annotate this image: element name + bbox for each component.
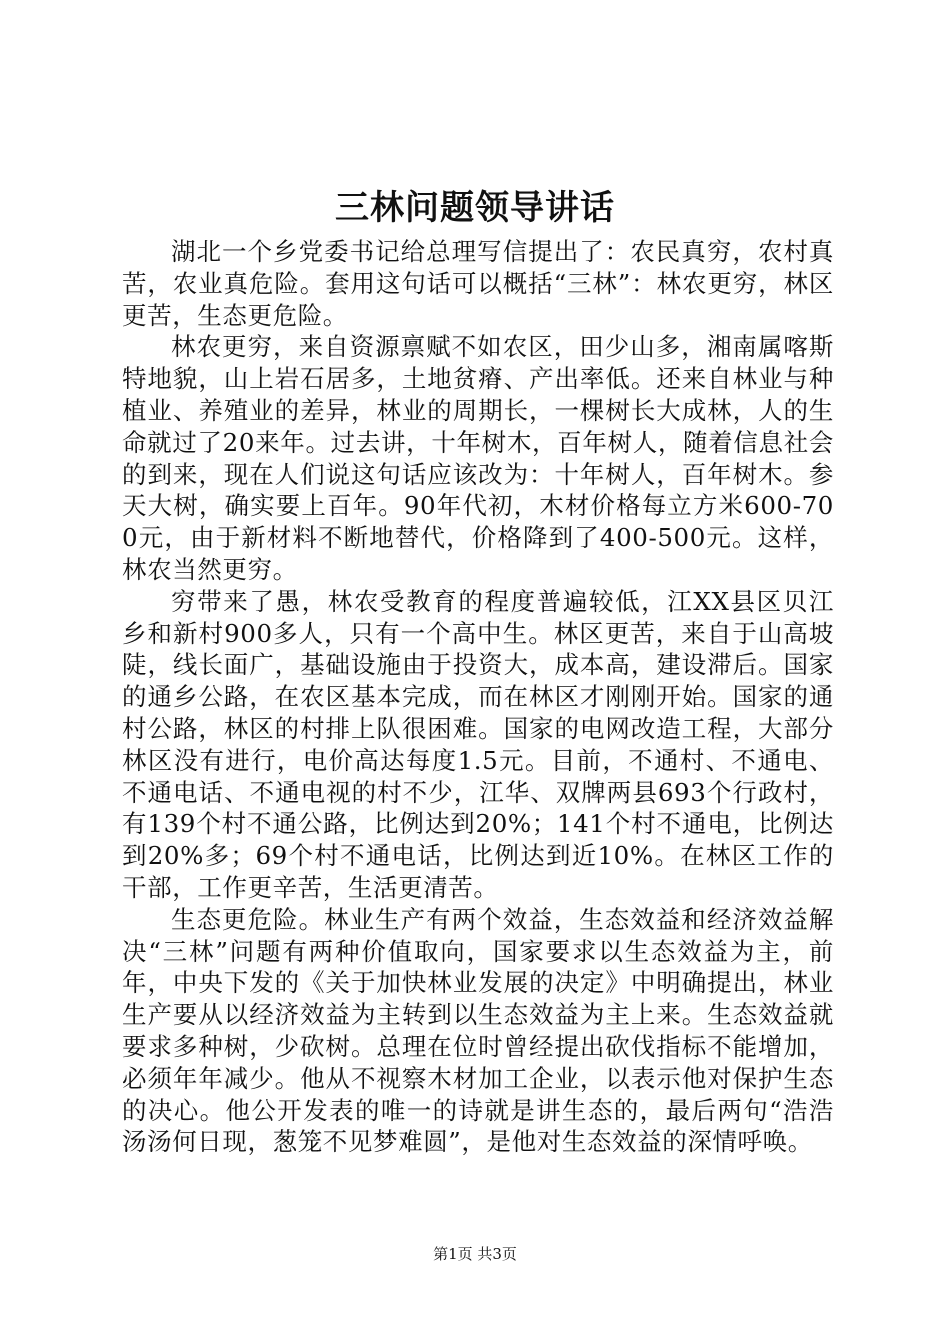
document-body xyxy=(122,236,834,1158)
paragraph-4: 生态更危险。林业生产有两个效益，生态效益和经济效益解决“三林”问题有两种价值取向，国家要求以生态效益为主，前年，中央下发的《关于加快林业发展的决定》中明确提出，林业生产要从以经济效益为主转到以生态效益为主上来。生态效益就要求多种树，少砍树。总理在位时曾经提出砍伐指标不能增加，必须年年减少。他从不视察木材加工企业，以表示他对保护生态的决心。他公开发表的唯一的诗就是讲生态的，最后两句“浩浩汤汤何日现，葱笼不见梦难圆”，是他对生态效益的深情呼唤。 xyxy=(122,904,834,1157)
paragraph-3: 穷带来了愚，林农受教育的程度普遍较低，江XX县区贝江乡和新村900多人，只有一个高中生。林区更苦，来自于山高坡陡，线长面广，基础设施由于投资大，成本高，建设滞后。国家的通乡公路，在农区基本完成，而在林区才刚刚开始。国家的通村公路，林区的村排上队很困难。国家的电网改造工程，大部分林区没有进行，电价高达每度1.5元。目前，不通村、不通电、不通电话、不通电视的村不少，江华、双牌两县693个行政村，有139个村不通公路，比例达到20%；141个村不通电，比例达到20%多；69个村不通电话，比例达到近10%。在林区工作的干部，工作更辛苦，生活更清苦。 xyxy=(122,586,834,902)
page-number-footer: 第1页 共3页 xyxy=(433,1245,517,1263)
paragraph-1: 湖北一个乡党委书记给总理写信提出了：农民真穷，农村真苦，农业真危险。套用这句话可以概括“三林”：林农更穷，林区更苦，生态更危险。 xyxy=(122,237,834,330)
paragraph-2: 林农更穷，来自资源禀赋不如农区，田少山多，湘南属喀斯特地貌，山上岩石居多，土地贫瘠、产出率低。还来自林业与种植业、养殖业的差异，林业的周期长，一棵树长大成林，人的生命就过了20来年。过去讲，十年树木，百年树人，随着信息社会的到来，现在人们说这句话应该改为：十年树人，百年树木。参天大树，确实要上百年。90年代初，木材价格每立方米600-700元，由于新材料不断地替代，价格降到了400-500元。这样，林农当然更穷。 xyxy=(122,332,834,584)
document-title: 三林问题领导讲话 xyxy=(335,188,615,228)
